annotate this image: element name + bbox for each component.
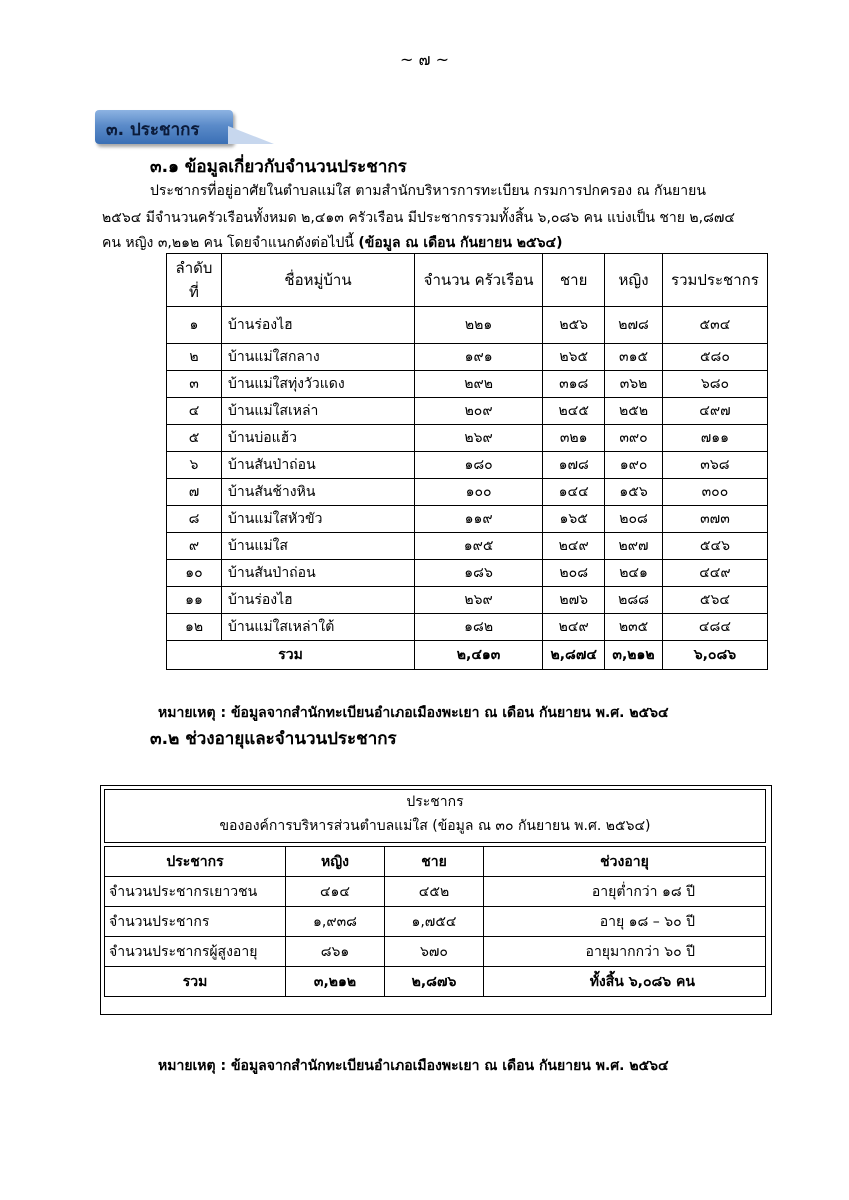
subsection-heading-population: ๓.๑ ข้อมูลเกี่ยวกับจำนวนประชากร [150, 157, 407, 177]
cell-no: ๑๐ [167, 560, 222, 587]
age-table-header-row [105, 847, 766, 877]
cell-female: ๘๖๑ [286, 937, 385, 967]
cell-households: ๒๙๒ [415, 371, 543, 398]
table-row [167, 479, 768, 506]
table-row [167, 452, 768, 479]
cell-female: ๒๐๘ [605, 506, 663, 533]
cell-total: ๕๘๐ [662, 344, 767, 371]
cell-female: ๓๖๒ [605, 371, 663, 398]
total-label: รวม [105, 967, 286, 997]
cell-no: ๑๑ [167, 587, 222, 614]
cell-total: ๔๙๗ [662, 398, 767, 425]
cell-no: ๖ [167, 452, 222, 479]
cell-male: ๒๗๖ [543, 587, 605, 614]
table-header-row [167, 254, 768, 307]
cell-female: ๓๑๕ [605, 344, 663, 371]
cell-female: ๒๙๗ [605, 533, 663, 560]
cell-no: ๙ [167, 533, 222, 560]
table-row [167, 398, 768, 425]
cell-male: ๒๔๕ [543, 398, 605, 425]
cell-households: ๒๐๙ [415, 398, 543, 425]
total-summary: ทั้งสิ้น ๖,๐๘๖ คน [484, 967, 766, 997]
cell-female: ๓๙๐ [605, 425, 663, 452]
cell-village-name: บ้านบ่อแฮ้ว [222, 425, 415, 452]
cell-category: จำนวนประชากร [105, 907, 286, 937]
table-row [167, 533, 768, 560]
header-village-name: ชื่อหมู่บ้าน [222, 254, 415, 307]
cell-male: ๒๕๖ [543, 307, 605, 344]
cell-female: ๒๘๘ [605, 587, 663, 614]
cell-female: ๒๔๑ [605, 560, 663, 587]
cell-no: ๘ [167, 506, 222, 533]
cell-no: ๔ [167, 398, 222, 425]
source-note-1: หมายเหตุ : ข้อมูลจากสำนักทะเบียนอำเภอเมืองพะเยา ณ เดือน กันยายน พ.ศ. ๒๕๖๔ [158, 705, 669, 721]
cell-total: ๓๐๐ [662, 479, 767, 506]
cell-female: ๒๗๘ [605, 307, 663, 344]
cell-male: ๑๗๘ [543, 452, 605, 479]
total-female: ๓,๒๑๒ [286, 967, 385, 997]
header-no: ลำดับ ที่ [167, 254, 222, 307]
header-category: ประชากร [105, 847, 286, 877]
table-row [167, 425, 768, 452]
table-row [167, 587, 768, 614]
village-population-table [166, 253, 768, 670]
section-title: ๓. ประชากร [106, 120, 200, 140]
cell-male: ๓๒๑ [543, 425, 605, 452]
cell-village-name: บ้านสันช้างหิน [222, 479, 415, 506]
cell-female: ๑๙๐ [605, 452, 663, 479]
header-male: ชาย [385, 847, 484, 877]
total-population: ๖,๐๘๖ [662, 641, 767, 670]
total-male: ๒,๘๗๔ [543, 641, 605, 670]
header-age-range: ช่วงอายุ [484, 847, 766, 877]
cell-no: ๑๒ [167, 614, 222, 641]
header-total: รวมประชากร [662, 254, 767, 307]
paragraph-line-1: ประชากรที่อยู่อาศัยในตำบลแม่ใส ตามสำนักบริหารการทะเบียน กรมการปกครอง ณ กันยายน [150, 183, 706, 199]
cell-male: ๒๖๕ [543, 344, 605, 371]
subsection-heading-age: ๓.๒ ช่วงอายุและจำนวนประชากร [150, 729, 397, 749]
cell-no: ๗ [167, 479, 222, 506]
cell-no: ๒ [167, 344, 222, 371]
age-table-total-row [105, 967, 766, 997]
cell-male: ๑๖๕ [543, 506, 605, 533]
cell-age-range: อายุต่ำกว่า ๑๘ ปี [484, 877, 766, 907]
cell-age-range: อายุมากกว่า ๖๐ ปี [484, 937, 766, 967]
cell-female: ๑,๙๓๘ [286, 907, 385, 937]
header-female: หญิง [605, 254, 663, 307]
cell-village-name: บ้านสันป่าถ่อน [222, 452, 415, 479]
table-row [167, 371, 768, 398]
age-table-title [104, 789, 766, 843]
table-row [167, 344, 768, 371]
cell-households: ๑๘๖ [415, 560, 543, 587]
age-table-title-line1: ประชากร [406, 794, 464, 810]
cell-female: ๒๓๕ [605, 614, 663, 641]
cell-age-range: อายุ ๑๘ – ๖๐ ปี [484, 907, 766, 937]
cell-male: ๔๕๒ [385, 877, 484, 907]
cell-households: ๑๘๐ [415, 452, 543, 479]
paragraph-line-2: ๒๕๖๔ มีจำนวนครัวเรือนทั้งหมด ๒,๔๑๓ ครัวเรือน มีประชากรรวมทั้งสิ้น ๖,๐๘๖ คน แบ่งเป็น ชาย ๒,๘๗๔ [102, 210, 736, 226]
cell-female: ๑๕๖ [605, 479, 663, 506]
cell-households: ๒๖๙ [415, 587, 543, 614]
cell-male: ๖๗๐ [385, 937, 484, 967]
total-male: ๒,๘๗๖ [385, 967, 484, 997]
cell-total: ๕๓๔ [662, 307, 767, 344]
section-tab-tail [228, 126, 274, 144]
cell-total: ๔๔๙ [662, 560, 767, 587]
paragraph-line-3 [102, 232, 562, 254]
cell-households: ๑๘๒ [415, 614, 543, 641]
cell-no: ๑ [167, 307, 222, 344]
header-households: จำนวน ครัวเรือน [415, 254, 543, 307]
cell-village-name: บ้านร่องไฮ [222, 587, 415, 614]
cell-households: ๒๖๙ [415, 425, 543, 452]
cell-male: ๑๔๔ [543, 479, 605, 506]
cell-village-name: บ้านสันป่าถ่อน [222, 560, 415, 587]
age-table-title-line2: ขององค์การบริหารส่วนตำบลแม่ใส (ข้อมูล ณ ๓๐ กันยายน พ.ศ. ๒๕๖๔) [219, 818, 651, 834]
cell-male: ๒๔๙ [543, 614, 605, 641]
cell-village-name: บ้านแม่ใสทุ่งวัวแดง [222, 371, 415, 398]
table-row [167, 307, 768, 344]
cell-households: ๑๙๑ [415, 344, 543, 371]
cell-village-name: บ้านแม่ใสหัวขัว [222, 506, 415, 533]
cell-households: ๑๙๕ [415, 533, 543, 560]
cell-no: ๓ [167, 371, 222, 398]
cell-male: ๒๐๘ [543, 560, 605, 587]
cell-households: ๑๑๙ [415, 506, 543, 533]
cell-village-name: บ้านแม่ใส [222, 533, 415, 560]
cell-male: ๓๑๘ [543, 371, 605, 398]
cell-total: ๕๔๖ [662, 533, 767, 560]
cell-village-name: บ้านแม่ใสกลาง [222, 344, 415, 371]
cell-total: ๔๘๔ [662, 614, 767, 641]
header-female: หญิง [286, 847, 385, 877]
total-female: ๓,๒๑๒ [605, 641, 663, 670]
page-number: ~ ๗ ~ [399, 50, 449, 69]
cell-total: ๖๘๐ [662, 371, 767, 398]
cell-male: ๑,๗๕๔ [385, 907, 484, 937]
age-population-table [104, 846, 766, 997]
cell-village-name: บ้านร่องไฮ [222, 307, 415, 344]
cell-female: ๒๕๒ [605, 398, 663, 425]
paragraph-line-3-source: (ข้อมูล ณ เดือน กันยายน ๒๕๖๔) [358, 235, 563, 251]
cell-total: ๓๖๘ [662, 452, 767, 479]
cell-village-name: บ้านแม่ใสเหล่าใต้ [222, 614, 415, 641]
table-row [105, 877, 766, 907]
cell-total: ๗๑๑ [662, 425, 767, 452]
total-households: ๒,๔๑๓ [415, 641, 543, 670]
header-male: ชาย [543, 254, 605, 307]
cell-total: ๓๗๓ [662, 506, 767, 533]
cell-total: ๕๖๔ [662, 587, 767, 614]
cell-households: ๒๒๑ [415, 307, 543, 344]
cell-category: จำนวนประชากรเยาวชน [105, 877, 286, 907]
cell-category: จำนวนประชากรผู้สูงอายุ [105, 937, 286, 967]
table-row [105, 937, 766, 967]
source-note-2: หมายเหตุ : ข้อมูลจากสำนักทะเบียนอำเภอเมืองพะเยา ณ เดือน กันยายน พ.ศ. ๒๕๖๔ [158, 1058, 669, 1074]
table-row [167, 560, 768, 587]
table-total-row [167, 641, 768, 670]
cell-village-name: บ้านแม่ใสเหล่า [222, 398, 415, 425]
cell-male: ๒๔๙ [543, 533, 605, 560]
total-label: รวม [167, 641, 415, 670]
cell-female: ๔๑๔ [286, 877, 385, 907]
paragraph-line-3-text: คน หญิง ๓,๒๑๒ คน โดยจำแนกดังต่อไปนี้ [102, 235, 354, 251]
cell-households: ๑๐๐ [415, 479, 543, 506]
table-row [167, 506, 768, 533]
cell-no: ๕ [167, 425, 222, 452]
table-row [105, 907, 766, 937]
table-row [167, 614, 768, 641]
